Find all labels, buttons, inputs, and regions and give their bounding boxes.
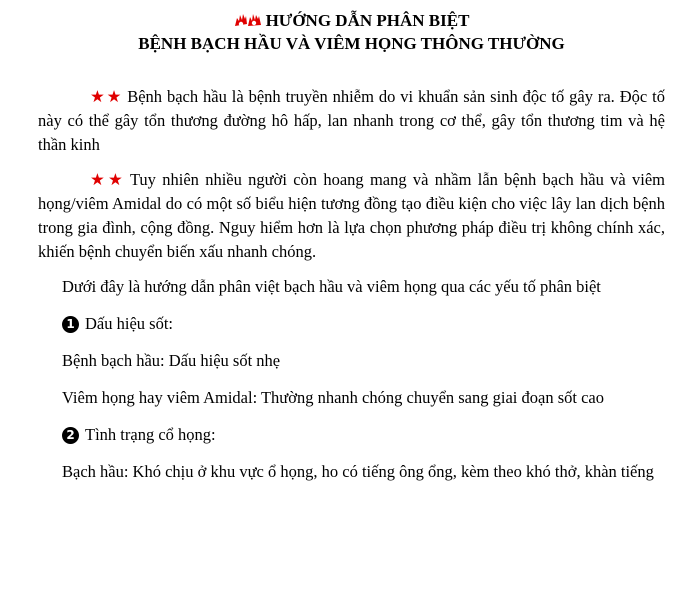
number-2-icon: 2 xyxy=(62,427,79,444)
star-icon: ★★ xyxy=(90,87,124,106)
paragraph-2-text: Tuy nhiên nhiều người còn hoang mang và nhầm lẫn bệnh bạch hầu và viêm họng/viêm Amidal do có một số biểu hiện tương đồng tạo điều kiện cho việc lây lan dịch bệnh trong gia đình, cộng đồng. Nguy hiểm hơn là lựa chọn phương pháp điều trị không chính xác, khiến bệnh chuyển biến xấu nhanh chóng. xyxy=(38,170,665,261)
paragraph-2 xyxy=(38,168,665,264)
paragraph-1 xyxy=(38,85,665,157)
section-1-line-1: Bệnh bạch hầu: Dấu hiệu sốt nhẹ xyxy=(62,351,281,370)
section-1-line-2: Viêm họng hay viêm Amidal: Thường nhanh chóng chuyển sang giai đoạn sốt cao xyxy=(62,388,604,407)
section-2-heading xyxy=(38,423,665,447)
section-1-heading xyxy=(38,312,665,336)
title-text-1: HƯỚNG DẪN PHÂN BIỆT xyxy=(265,11,470,30)
section-2-line-1: Bạch hầu: Khó chịu ở khu vực ổ họng, ho có tiếng ông ổng, kèm theo khó thở, khàn tiếng xyxy=(62,462,654,481)
intro-paragraph: Dưới đây là hướng dẫn phân việt bạch hầu và viêm họng qua các yếu tố phân biệt xyxy=(62,277,601,296)
document-title-line1 xyxy=(38,9,665,32)
red-hands-icon xyxy=(234,12,262,28)
star-icon: ★★ xyxy=(90,170,126,189)
document-title-line2: BỆNH BẠCH HẦU VÀ VIÊM HỌNG THÔNG THƯỜNG xyxy=(138,34,565,53)
number-1-icon: 1 xyxy=(62,316,79,333)
section-1-heading-text: Dấu hiệu sốt: xyxy=(85,314,173,333)
document-page xyxy=(0,9,693,598)
paragraph-1-text: Bệnh bạch hầu là bệnh truyền nhiễm do vi khuẩn sản sinh độc tố gây ra. Độc tố này có thể gây tổn thương đường hô hấp, lan nhanh trong cơ thể, gây tổn thương tim và hệ thần kinh xyxy=(38,87,665,154)
section-2-heading-text: Tình trạng cổ họng: xyxy=(85,425,216,444)
